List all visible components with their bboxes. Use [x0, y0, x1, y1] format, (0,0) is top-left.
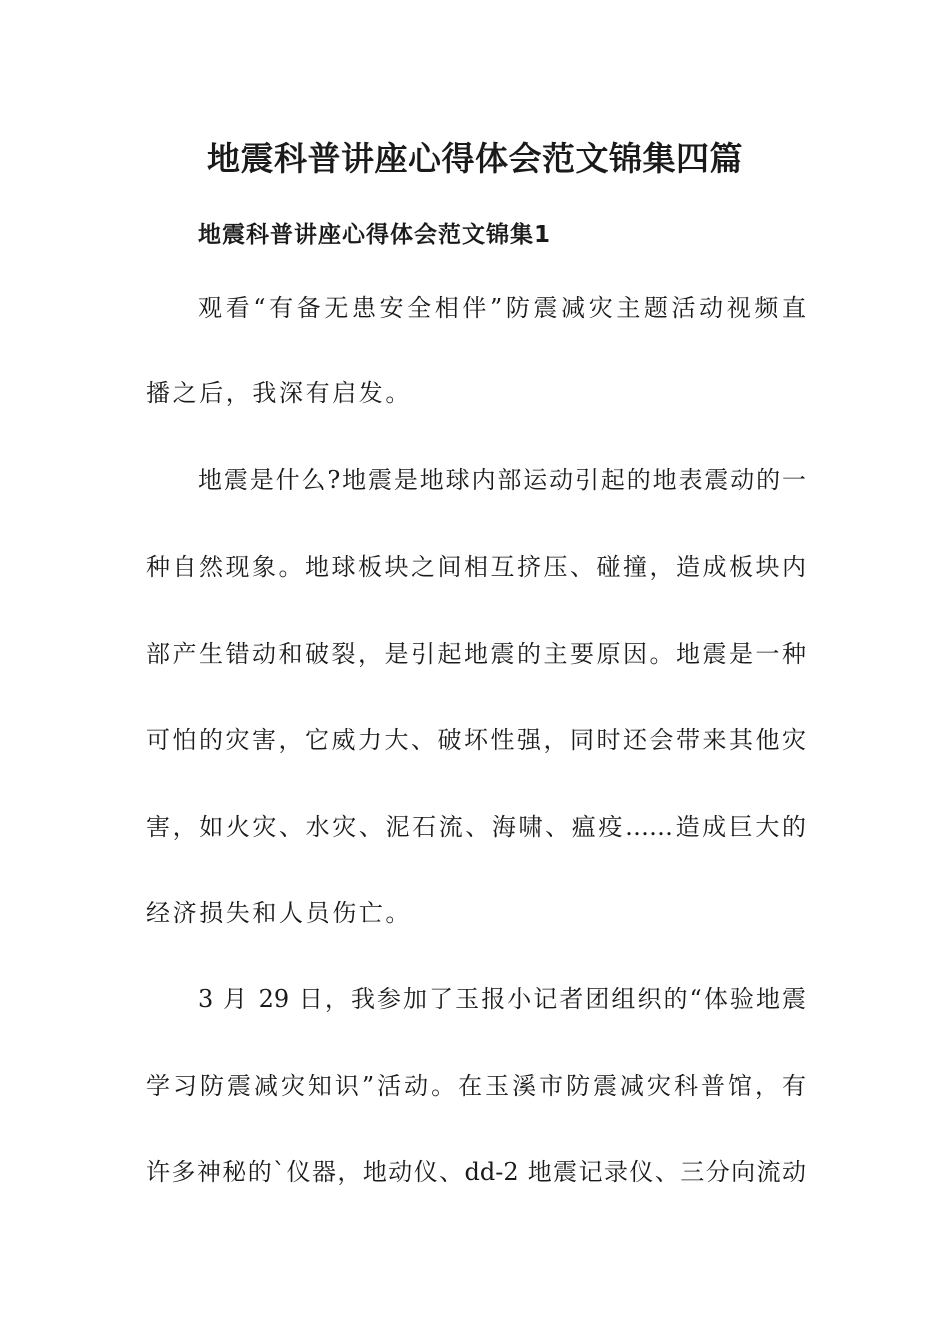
paragraph-line: 经济损失和人员伤亡。 — [146, 899, 412, 927]
section-heading: 地震科普讲座心得体会范文锦集1 — [198, 222, 552, 248]
paragraph-line: 害，如火灾、水灾、泥石流、海啸、瘟疫……造成巨大的 — [146, 813, 806, 841]
paragraph-line: 观看“有备无患安全相伴”防震减灾主题活动视频直 — [198, 294, 806, 322]
document-title: 地震科普讲座心得体会范文锦集四篇 — [207, 139, 743, 178]
paragraph-line: 播之后，我深有启发。 — [146, 379, 412, 407]
paragraph-line: 部产生错动和破裂，是引起地震的主要原因。地震是一种 — [146, 640, 806, 668]
paragraph-line: 学习防震减灾知识”活动。在玉溪市防震减灾科普馆，有 — [146, 1072, 806, 1100]
paragraph-line: 可怕的灾害，它威力大、破坏性强，同时还会带来其他灾 — [146, 726, 806, 754]
paragraph-line: 地震是什么?地震是地球内部运动引起的地表震动的一 — [198, 466, 806, 494]
paragraph-line: 3 月 29 日，我参加了玉报小记者团组织的“体验地震 — [198, 985, 806, 1013]
paragraph-line: 许多神秘的`仪器，地动仪、dd-2 地震记录仪、三分向流动 — [146, 1158, 806, 1186]
paragraph-line: 种自然现象。地球板块之间相互挤压、碰撞，造成板块内 — [146, 553, 806, 581]
